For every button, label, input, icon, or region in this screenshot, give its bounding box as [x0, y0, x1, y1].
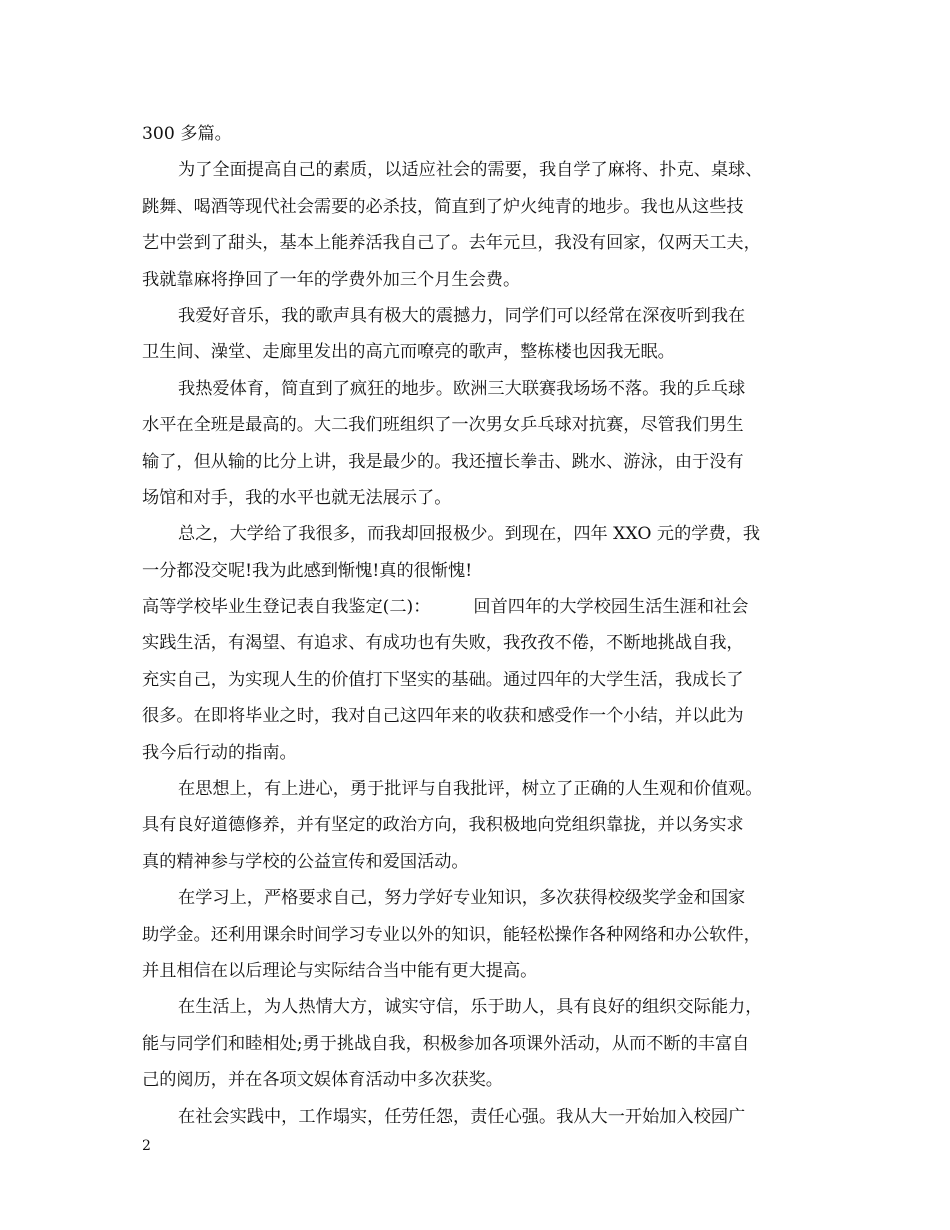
text-line: 在思想上，有上进心，勇于批评与自我批评，树立了正确的人生观和价值观。	[178, 779, 763, 800]
text-line: 我今后行动的指南。	[142, 742, 297, 763]
text-line: 实践生活，有渴望、有追求、有成功也有失败，我孜孜不倦，不断地挑战自我，	[142, 633, 744, 654]
text-line: 输了，但从输的比分上讲，我是最少的。我还擅长拳击、跳水、游泳，由于没有	[142, 451, 744, 472]
text-line: 助学金。还利用课余时间学习专业以外的知识，能轻松操作各种网络和办公软件，	[142, 924, 761, 945]
text-line: 为了全面提高自己的素质，以适应社会的需要，我自学了麻将、扑克、桌球、	[178, 160, 763, 181]
text-line: 一分都没交呢!我为此感到惭愧!真的很惭愧!	[142, 560, 473, 581]
text-line: 跳舞、喝酒等现代社会需要的必杀技，简直到了炉火纯青的地步。我也从这些技	[142, 196, 744, 217]
text-line: 具有良好道德修养，并有坚定的政治方向，我积极地向党组织靠拢，并以务实求	[142, 815, 744, 836]
text-line: 300 多篇。	[142, 124, 232, 144]
text-line: 艺中尝到了甜头，基本上能养活我自己了。去年元旦，我没有回家，仅两天工夫，	[142, 233, 761, 254]
text-line: 高等学校毕业生登记表自我鉴定(二)： 回首四年的大学校园生活生涯和社会	[142, 597, 749, 618]
text-line: 在生活上，为人热情大方，诚实守信，乐于助人，具有良好的组织交际能力，	[178, 997, 763, 1018]
page-number: 2	[142, 1138, 151, 1154]
text-line: 充实自己，为实现人生的价值打下坚实的基础。通过四年的大学生活，我成长了	[142, 669, 744, 690]
text-line: 在学习上，严格要求自己，努力学好专业知识，多次获得校级奖学金和国家	[178, 888, 746, 909]
text-line: 我就靠麻将挣回了一年的学费外加三个月生会费。	[142, 269, 521, 290]
text-line: 卫生间、澡堂、走廊里发出的高亢而嘹亮的歌声，整栋楼也因我无眠。	[142, 342, 675, 363]
text-line: 我热爱体育，简直到了疯狂的地步。欧洲三大联赛我场场不落。我的乒乓球	[178, 378, 746, 399]
text-line: 能与同学们和睦相处;勇于挑战自我，积极参加各项课外活动，从而不断的丰富自	[142, 1033, 750, 1054]
text-line: 并且相信在以后理论与实际结合当中能有更大提高。	[142, 960, 538, 981]
document-body	[142, 116, 832, 1135]
text-line: 在社会实践中，工作塌实，任劳任怨，责任心强。我从大一开始加入校园广	[178, 1106, 746, 1127]
text-line: 总之，大学给了我很多，而我却回报极少。到现在，四年 XXO 元的学费，我	[178, 524, 761, 545]
text-line: 我爱好音乐，我的歌声具有极大的震撼力，同学们可以经常在深夜听到我在	[178, 305, 746, 326]
text-line: 己的阅历，并在各项文娱体育活动中多次获奖。	[142, 1070, 503, 1091]
text-line: 真的精神参与学校的公益宣传和爱国活动。	[142, 851, 469, 872]
text-line: 水平在全班是最高的。大二我们班组织了一次男女乒乓球对抗赛，尽管我们男生	[142, 415, 744, 436]
text-line: 场馆和对手，我的水平也就无法展示了。	[142, 487, 452, 508]
text-line: 很多。在即将毕业之时，我对自己这四年来的收获和感受作一个小结，并以此为	[142, 706, 744, 727]
